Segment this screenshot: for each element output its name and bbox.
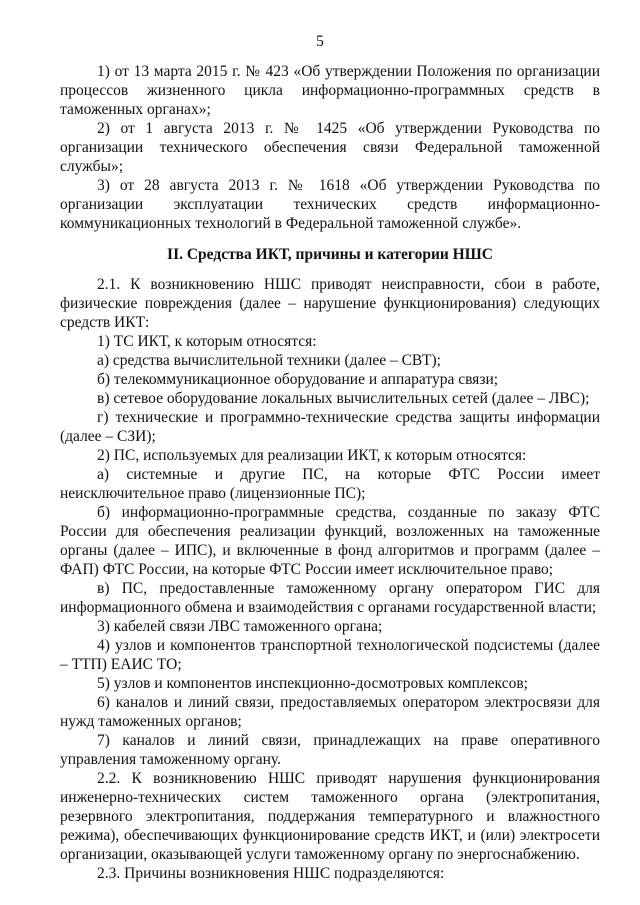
paragraph: 1) ТС ИКТ, к которым относятся: (97, 333, 317, 350)
paragraph: 2) ПС, используемых для реализации ИКТ, к которым относятся: (97, 447, 527, 464)
paragraph: 2.1. К возникновению НШС приводят неисправности, сбои в работе, физические повреждения (далее – нарушение функционирования) следующих средств ИКТ: (60, 276, 600, 331)
page-number: 5 (316, 33, 324, 50)
paragraph: а) системные и другие ПС, на которые ФТС России имеет неисключительное право (лицензионные ПС); (60, 466, 600, 502)
paragraph: 2.3. Причины возникновения НШС подразделяются: (97, 865, 445, 882)
paragraph: б) информационно-программные средства, созданные по заказу ФТС России для обеспечения реализации функций, возложенных на таможенные органы (далее – ИПС), и включенные в фонд алгоритмов и программ (далее – ФАП) ФТС России, на которые ФТС России имеет исключительное право; (60, 504, 600, 578)
paragraph: 1) от 13 марта 2015 г. № 423 «Об утверждении Положения по организации процессов жизненного цикла информационно-программных средств в таможенных органах»; (60, 63, 600, 118)
paragraph: 2) от 1 августа 2013 г. № 1425 «Об утверждении Руководства по организации технического обеспечения связи Федеральной таможенной службы»; (60, 120, 600, 175)
paragraph: 6) каналов и линий связи, предоставляемых оператором электросвязи для нужд таможенных органов; (60, 694, 600, 730)
document-body (60, 62, 600, 883)
paragraph: 5) узлов и компонентов инспекционно-досмотровых комплексов; (97, 675, 528, 692)
paragraph: г) технические и программно-технические средства защиты информации (далее – СЗИ); (60, 409, 600, 445)
paragraph: а) средства вычислительной техники (далее – СВТ); (97, 352, 441, 369)
paragraph: в) ПС, предоставленные таможенному органу оператором ГИС для информационного обмена и взаимодействия с органами государственной власти; (60, 580, 600, 616)
paragraph: 7) каналов и линий связи, принадлежащих на праве оперативного управления таможенному органу. (60, 732, 600, 768)
paragraph: 3) кабелей связи ЛВС таможенного органа; (97, 618, 383, 635)
paragraph: 2.2. К возникновению НШС приводят нарушения функционирования инженерно-технических систем таможенного органа (электропитания, резервного электропитания, поддержания температурного и влажностного режима), обеспечивающих функционирование средств ИКТ, и (или) электросети организации, оказывающей услуги таможенному органу по энергоснабжению. (60, 770, 600, 863)
paragraph: б) телекоммуникационное оборудование и аппаратура связи; (97, 371, 499, 388)
paragraph: в) сетевое оборудование локальных вычислительных сетей (далее – ЛВС); (97, 390, 590, 407)
section-heading: II. Средства ИКТ, причины и категории НШС (167, 246, 493, 263)
paragraph: 4) узлов и компонентов транспортной технологической подсистемы (далее – ТТП) ЕАИС ТО; (60, 637, 600, 673)
paragraph: 3) от 28 августа 2013 г. № 1618 «Об утверждении Руководства по организации эксплуатации технических средств информационно-коммуникационных технологий в Федеральной таможенной службе». (60, 177, 600, 232)
